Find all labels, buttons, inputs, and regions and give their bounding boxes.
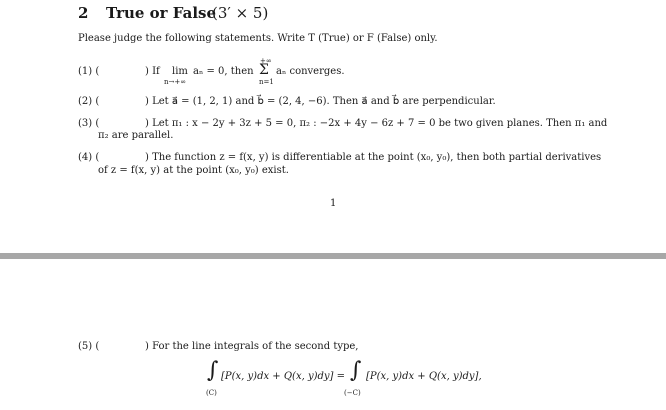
item-1-lim: lim: [172, 66, 188, 77]
section-title: True or False: [106, 4, 217, 22]
item-1-sum-sub: n=1: [259, 78, 274, 86]
formula-left-integrand: [P(x, y)dx + Q(x, y)dy] =: [221, 371, 346, 382]
section-score: (3′ × 5): [212, 4, 269, 22]
item-1-text-c: aₙ converges.: [276, 66, 345, 77]
item-5-text: ) For the line integrals of the second type,: [145, 341, 359, 352]
formula-right-subscript: (−C): [344, 389, 361, 397]
item-1-text-b: aₙ = 0, then: [193, 66, 254, 77]
item-4-text-line1: ) The function z = f(x, y) is differentiable at the point (x₀, y₀), then both partial derivatives: [145, 152, 602, 163]
formula-left-subscript: (C): [206, 389, 217, 397]
item-1-lim-sub: n→+∞: [164, 78, 187, 86]
page-separator: [0, 253, 666, 259]
item-1-number: (1) (: [78, 66, 100, 77]
formula-left-integral-sign: ∫: [207, 358, 219, 383]
item-5-number: (5) (: [78, 341, 100, 352]
item-1-sum-symbol: Σ: [259, 62, 269, 78]
item-4-number: (4) (: [78, 152, 100, 163]
item-3-number: (3) (: [78, 118, 100, 129]
formula-right-integrand: [P(x, y)dx + Q(x, y)dy],: [366, 371, 482, 382]
item-1-sum-sup: +∞: [260, 57, 272, 65]
item-2-number: (2) (: [78, 96, 100, 107]
section-number: 2: [78, 4, 89, 22]
item-3-text-line2: π₂ are parallel.: [98, 130, 174, 141]
page-number: 1: [330, 198, 337, 209]
item-4-text-line2: of z = f(x, y) at the point (x₀, y₀) exist.: [98, 165, 289, 176]
item-1-text-a: ) If: [145, 66, 160, 77]
formula-right-integral-sign: ∫: [350, 358, 362, 383]
instruction-text: Please judge the following statements. Write T (True) or F (False) only.: [78, 33, 438, 44]
item-2-text: ) Let a⃗ = (1, 2, 1) and b⃗ = (2, 4, −6). Then a⃗ and b⃗ are perpendicular.: [145, 96, 496, 107]
item-3-text-line1: ) Let π₁ : x − 2y + 3z + 5 = 0, π₂ : −2x + 4y − 6z + 7 = 0 be two given planes. Then π₁ and: [145, 118, 608, 129]
